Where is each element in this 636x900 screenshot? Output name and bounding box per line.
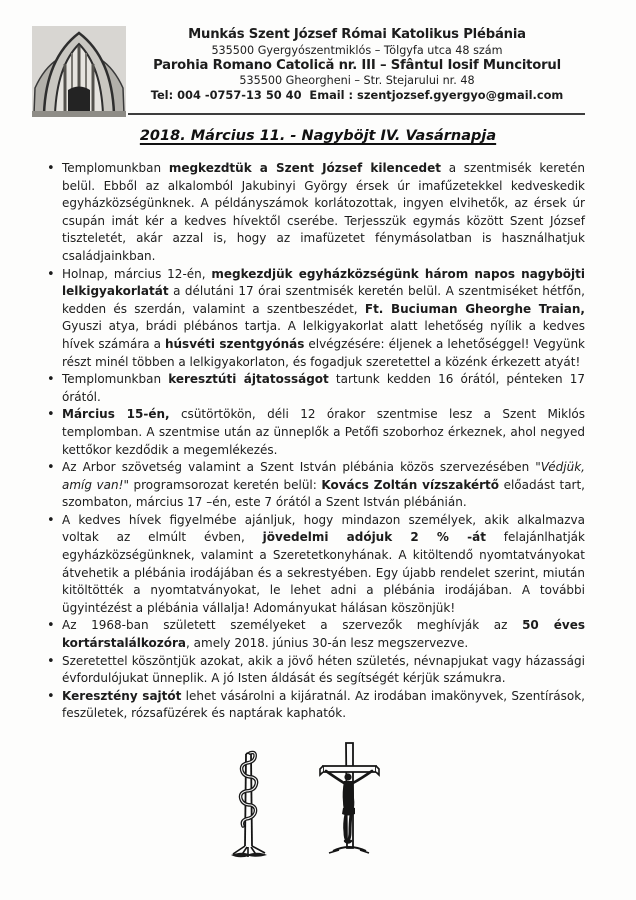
bullet-item — [45, 266, 585, 372]
bullet-text-segment: Templomunkban — [62, 372, 169, 387]
bullet-text-segment: Az Arbor szövetség valamint a Szent István plébánia közös szervezésében " — [62, 460, 541, 475]
bullet-text-segment: A kedves hívek figyelmébe ajánljuk, hogy mindazon személyek, akik alkalmazva voltak az elmúlt évben, — [62, 512, 585, 545]
header-text — [118, 27, 596, 102]
bullet-text-segment: keresztúti ájtatosságot — [168, 372, 329, 387]
parish-name-ro: Parohia Romano Catolică nr. III – Sfântul Iosif Muncitorul — [153, 57, 561, 73]
church-photo-icon — [32, 26, 126, 117]
bullet-text-segment: Szeretettel köszöntjük azokat, akik a jövő héten születés, névnapjukat vagy házassági évfordulójukat ünneplik. A jó Isten áldását és segítségét kérjük számukra. — [62, 653, 585, 686]
crucifix-icon — [317, 740, 381, 862]
bullet-item — [45, 653, 585, 688]
header-divider — [128, 113, 585, 115]
bullet-text-segment: lehet vásárolni a kijáratnál. Az irodában imakönyvek, Szentírások, feszületek, rózsafüzérek és naptárak kaphatók. — [62, 688, 585, 721]
bullet-text-segment: " programsorozat keretén belül: — [123, 477, 322, 492]
bullet-item — [45, 512, 585, 618]
parish-address-hu: 535500 Gyergyószentmiklós – Tölgyfa utca 48 szám — [211, 43, 503, 57]
bullet-text-segment: Ft. Buciuman Gheorghe Traian, — [364, 301, 585, 316]
bullet-item — [45, 371, 585, 406]
bullet-text-segment: a délutáni 17 órai szentmisék keretén belül. A szentmiséket hétfőn, kedden és szerdán, valamint a szentbeszédet, — [62, 284, 585, 316]
bullet-text-segment: Védjük, amíg van! — [62, 460, 585, 492]
illustrations — [0, 740, 620, 862]
bullet-text-segment: Március 15-én, — [62, 407, 170, 422]
parish-name-hu: Munkás Szent József Római Katolikus Plébánia — [188, 27, 526, 42]
bullet-text-segment: elvégzésére: éljenek a lehetőséggel! Vegyünk részt minél többen a lelkigyakorlaton, és fogadjuk szeretettel a közénk érkezett atyát! — [62, 336, 586, 369]
bullet-text-segment: csütörtökön, déli 12 órakor szentmise lesz a Szent Miklós templomban. A szentmise után az ünneplők a Petőfi szoborhoz érkeznek, ahol negyed kettőkor kezdődik a megemlékezés. — [62, 407, 586, 457]
bullet-text-segment: Az 1968-ban született személyeket a szervezők meghívják az — [62, 618, 523, 633]
bulletin-title: 2018. Március 11. - Nagyböjt IV. Vasárnapja — [139, 128, 497, 144]
bullet-text-segment: Gyuszi atya, brádi plébános tartja. A lelkigyakorlat alatt lehetőség nyílik a kedves hívek számára a — [62, 319, 585, 351]
bullet-item — [45, 688, 585, 723]
bullet-text-segment: húsvéti szentgyónás — [164, 336, 305, 351]
bronze-serpent-on-pole-icon — [223, 748, 273, 862]
bullet-text-segment: , amely 2018. június 30-án lesz megszervezve. — [186, 636, 469, 651]
bullet-text-segment: a szentmisék keretén belül. Ebből az alkalomból Jakubinyi György érsek úr imafűzetekkel kedveskedik egyházközségünknek. A példányszámok korlátozottak, ingyen elvihetők, az érsek úr csupán imát kér a kedves hívektől cserébe. Terjesszük egymás között Szent József tiszteletét, akár azzal is, hogy az imafüzetet fénymásolatban is használhatjuk családjainkban. — [62, 161, 585, 263]
bullet-item — [45, 406, 585, 459]
bullet-text-segment: Keresztény sajtót — [62, 688, 182, 703]
bullet-text-segment: megkezdjük egyházközségünk három napos nagyböjti lelkigyakorlatát — [62, 266, 586, 299]
bullet-item — [45, 459, 585, 512]
bullet-list — [45, 160, 585, 723]
bullet-text-segment: Holnap, március 12-én, — [62, 266, 212, 281]
bullet-text-segment: felajánlhatják egyházközségünknek, valamint a Szeretetkonyhának. A kitöltendő nyomtatványokat átvehetik a plébánia irodájában és a sekrestyében. Egy újabb rendelet szerint, miután kitöltötték a nyomtatványokat, le lehet adni a plébánia irodájában. A további ügyintézést a plébánia vállalja! Adományukat hálásan köszönjük! — [62, 530, 585, 615]
bullet-text-segment: előadást tart, szombaton, március 17 –én, este 7 órától a Szent István plébánián. — [62, 477, 585, 510]
bullet-item — [45, 617, 585, 652]
bullet-text-segment: megkezdtük a Szent József kilencedet — [168, 161, 441, 175]
parish-address-ro: 535500 Gheorgheni – Str. Stejarului nr. 48 — [239, 74, 475, 87]
bullet-text-segment: 50 éves kortárstalálkozóra — [62, 618, 585, 651]
bullet-text-segment: jövedelmi adójuk 2 % -át — [262, 530, 486, 545]
bullet-text-segment: Kovács Zoltán vízszakértő — [321, 477, 500, 492]
bullet-text-segment: tartunk kedden 16 órától, pénteken 17 órától. — [62, 372, 586, 404]
contact-line: Tel: 004 -0757-13 50 40 Email : szentjozsef.gyergyo@gmail.com — [150, 88, 564, 102]
bullet-item — [45, 160, 585, 266]
bullet-text-segment: Templomunkban — [62, 161, 169, 175]
